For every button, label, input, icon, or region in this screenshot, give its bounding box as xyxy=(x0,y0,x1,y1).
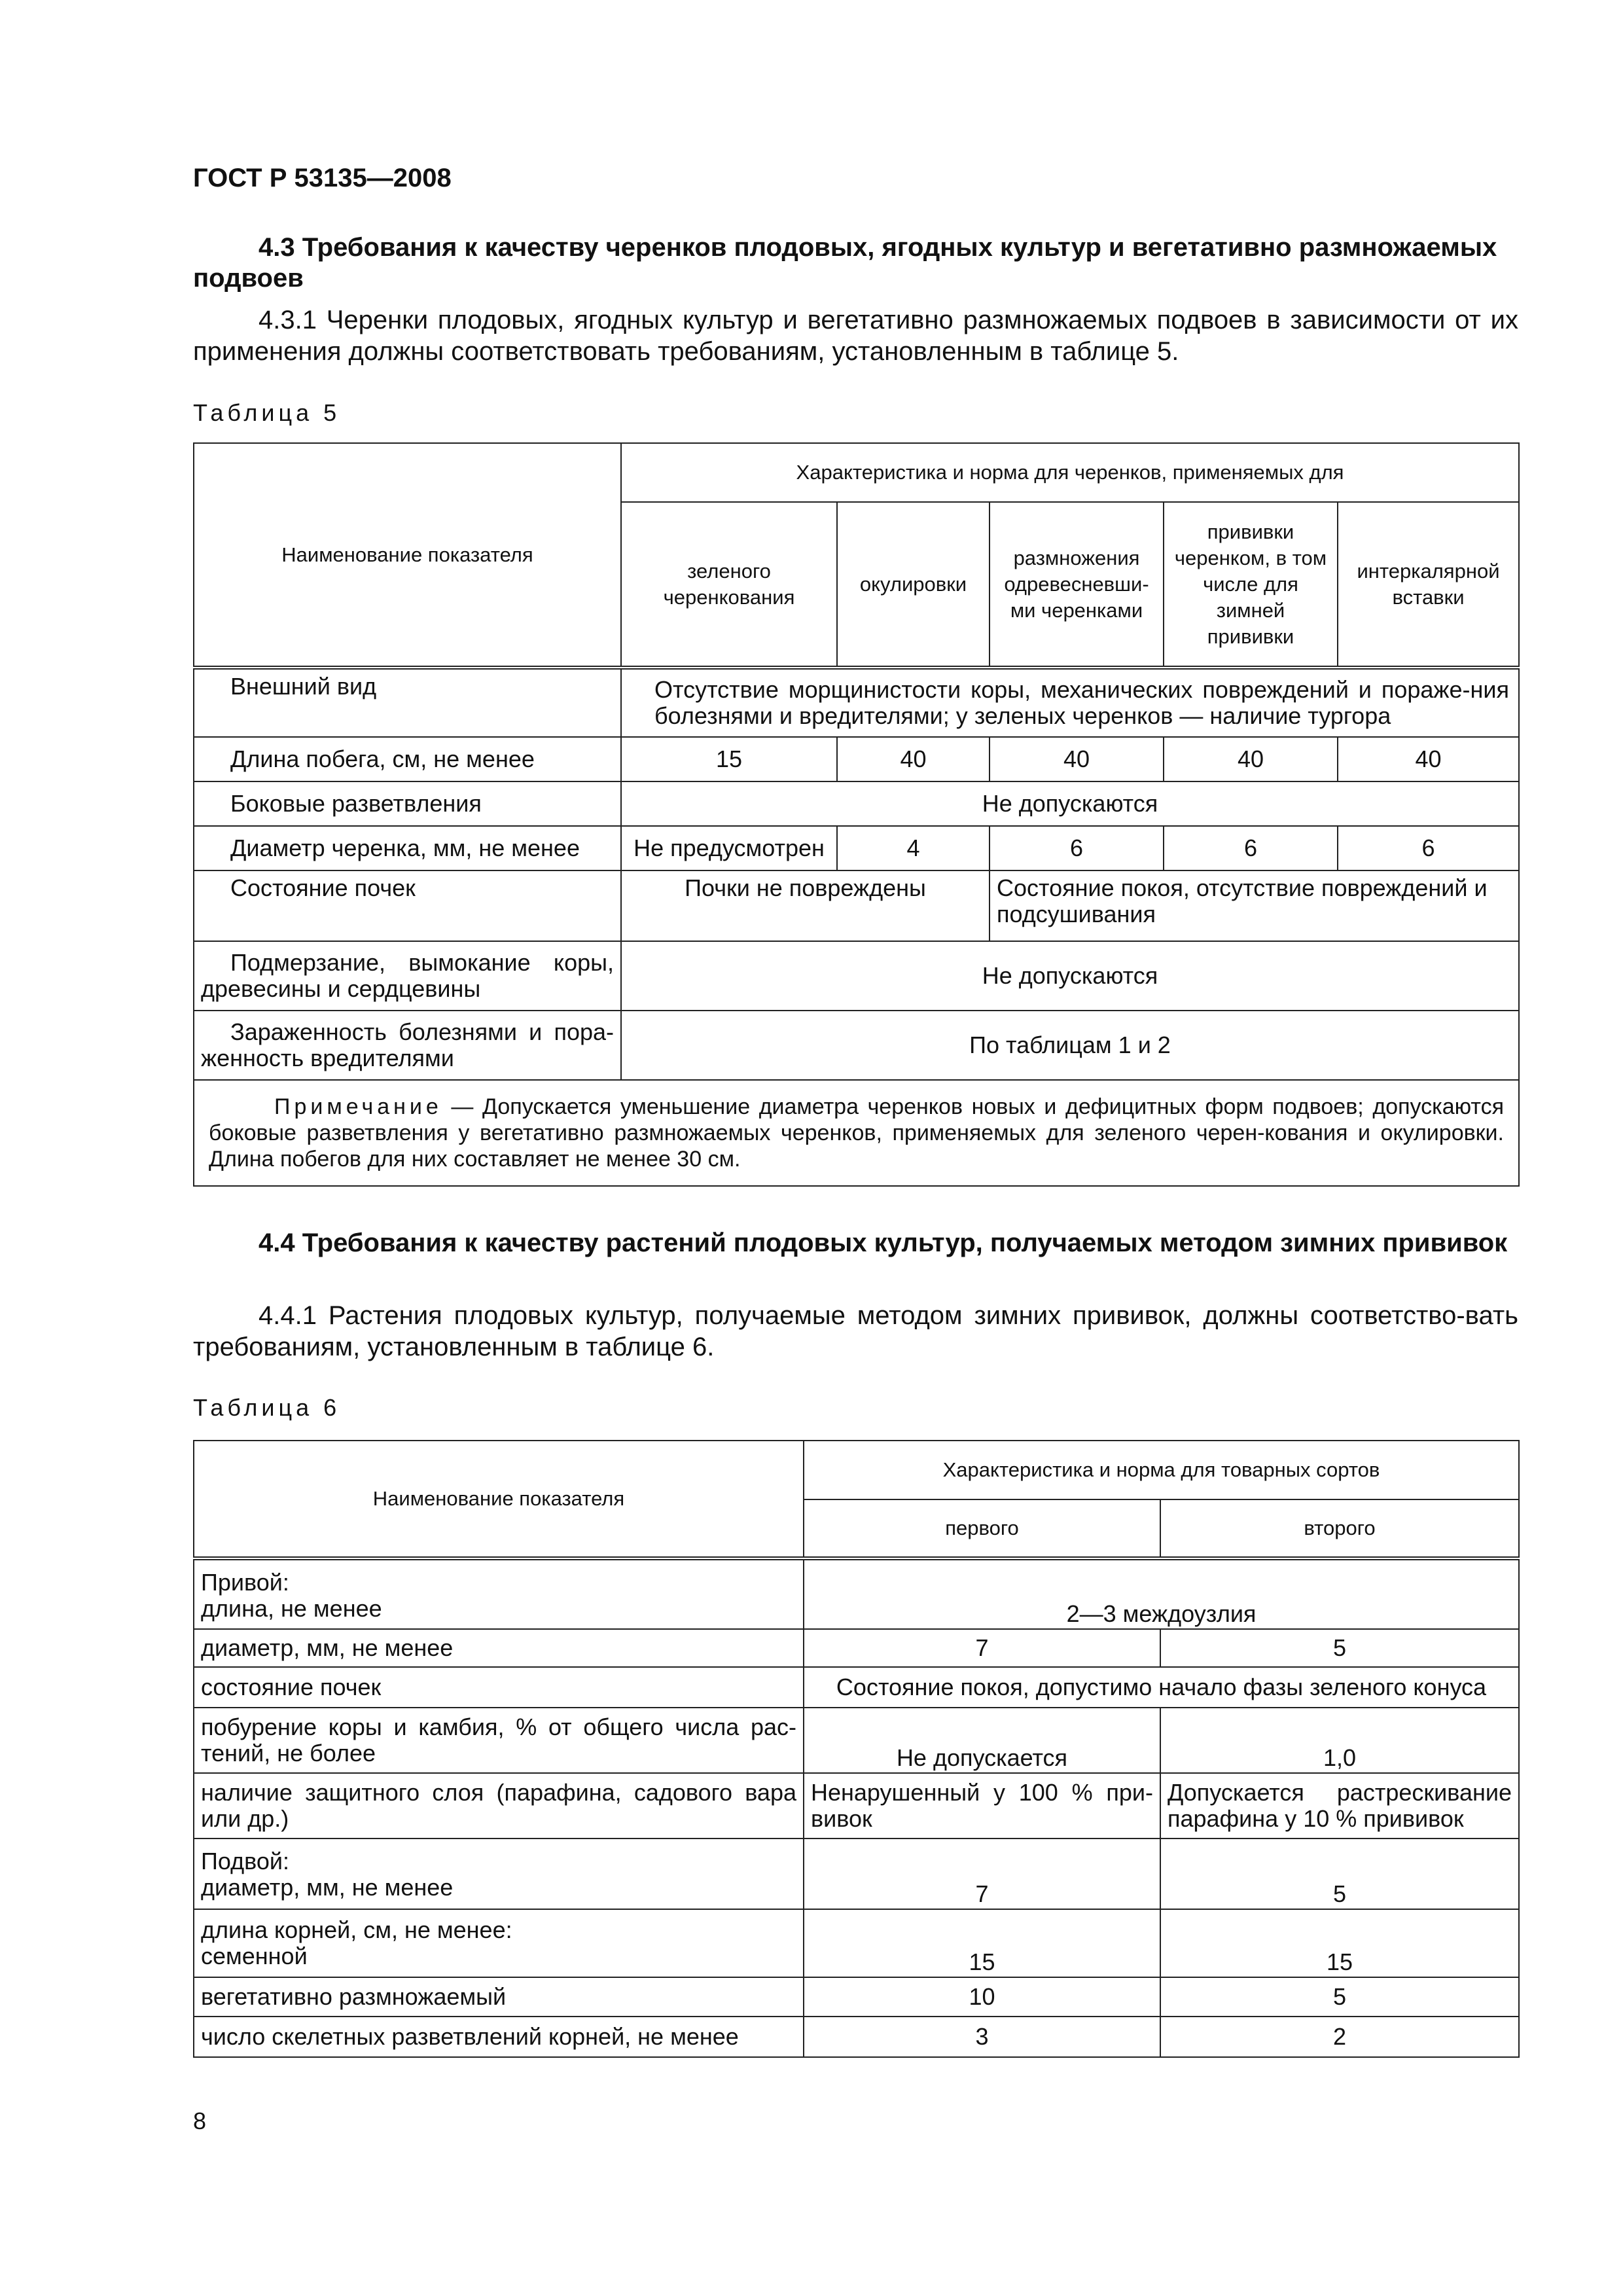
table6-vegetative-name: вегетативно размножаемый xyxy=(194,1977,804,2017)
table6-cell: 5 xyxy=(1160,1629,1519,1667)
table6-scion-layer-name: наличие защитного слоя (парафина, садового вара или др.) xyxy=(194,1773,804,1839)
section-4-3-1-paragraph: 4.3.1 Черенки плодовых, ягодных культур и вегетативно размножаемых подвоев в зависимости от их применения должны соответствовать требованиям, установленным в таблице 5. xyxy=(193,306,1518,366)
table5-cell: 40 xyxy=(1338,737,1519,781)
table6-col-first: первого xyxy=(804,1499,1160,1558)
table6-scion-length-value: 2—3 междоузлия xyxy=(804,1558,1519,1629)
table5-note-text: — Допускается уменьшение диаметра черенков новых и дефицитных форм подвоев; допускаются боковые разветвления у вегетативно размножаемых черенков, применяемых для зеленого черен-кования и окулировки. Длина побегов для них составляет не менее 30 см. xyxy=(209,1094,1504,1172)
table6-cell: 15 xyxy=(1160,1909,1519,1977)
table6-root-length-sub: семенной xyxy=(201,1943,308,1969)
table5-col-interstem: интеркалярной вставки xyxy=(1338,502,1519,668)
table5-row-frost-value: Не допускаются xyxy=(621,941,1519,1011)
table6-stock-label: Подвой: xyxy=(201,1848,289,1874)
table6-root-length-name xyxy=(194,1909,804,1977)
table5-head-group: Характеристика и норма для черенков, применяемых для xyxy=(621,443,1519,502)
table6-cell: 15 xyxy=(804,1909,1160,1977)
table6-root-length-text: длина корней, см, не менее: xyxy=(201,1916,512,1943)
table5-cell: 6 xyxy=(1338,826,1519,870)
table5-col-budding: окулировки xyxy=(837,502,990,668)
table6-cell: 5 xyxy=(1160,1977,1519,2017)
table6-cell: 7 xyxy=(804,1839,1160,1909)
table5-row-disease-value: По таблицам 1 и 2 xyxy=(621,1011,1519,1080)
table6-cell: 1,0 xyxy=(1160,1708,1519,1773)
table5 xyxy=(193,442,1520,1187)
table6-cell: Допускается растрескивание парафина у 10 % прививок xyxy=(1160,1773,1519,1839)
table5-col-green: зеленого черенкования xyxy=(621,502,837,668)
table6-cell: 2 xyxy=(1160,2017,1519,2057)
table5-cell: 4 xyxy=(837,826,990,870)
section-4-4-title: 4.4 Требования к качеству растений плодовых культур, получаемых методом зимних прививок xyxy=(259,1229,1508,1257)
table6-cell: Не допускается xyxy=(804,1708,1160,1773)
table5-row-diameter-name: Диаметр черенка, мм, не менее xyxy=(194,826,621,870)
table6-scion-browning-name: побурение коры и камбия, % от общего числа рас-тений, не более xyxy=(194,1708,804,1773)
section-4-4-1-paragraph: 4.4.1 Растения плодовых культур, получаемые методом зимних прививок, должны соответство-вать требованиям, установленным в таблице 6. xyxy=(193,1301,1518,1361)
table6-caption: Таблица 6 xyxy=(193,1394,341,1421)
table5-row-buds-value-a: Почки не повреждены xyxy=(621,870,990,941)
table6-scion-diameter-name: диаметр, мм, не менее xyxy=(194,1629,804,1667)
table6-scion-label: Привой: xyxy=(201,1569,289,1596)
page-number: 8 xyxy=(193,2108,207,2134)
document-code: ГОСТ Р 53135—2008 xyxy=(193,164,452,192)
table5-head-name: Наименование показателя xyxy=(194,443,621,668)
table5-caption: Таблица 5 xyxy=(193,399,341,426)
table5-col-graft: прививки черенком, в том числе для зимней прививки xyxy=(1164,502,1338,668)
table6-head-group: Характеристика и норма для товарных сортов xyxy=(804,1441,1519,1499)
table5-note-lead: Примечание xyxy=(274,1094,442,1119)
table5-row-frost-name: Подмерзание, вымокание коры, древесины и сердцевины xyxy=(194,941,621,1011)
table5-cell: 15 xyxy=(621,737,837,781)
table6-cell: 7 xyxy=(804,1629,1160,1667)
table6-scion-buds-name: состояние почек xyxy=(194,1667,804,1708)
table6 xyxy=(193,1440,1520,2058)
table6-cell: 10 xyxy=(804,1977,1160,2017)
table5-cell: 40 xyxy=(837,737,990,781)
section-4-3-title: 4.3 Требования к качеству черенков плодовых, ягодных культур и вегетативно размножаемых подвоев xyxy=(193,233,1497,293)
table5-row-shoot-length-name: Длина побега, см, не менее xyxy=(194,737,621,781)
table6-cell: 5 xyxy=(1160,1839,1519,1909)
table5-cell: Не предусмотрен xyxy=(621,826,837,870)
table6-scion-buds-value: Состояние покоя, допустимо начало фазы зеленого конуса xyxy=(804,1667,1519,1708)
table6-skeletal-name: число скелетных разветвлений корней, не менее xyxy=(194,2017,804,2057)
table5-row-disease-name: Зараженность болезнями и пора-женность вредителями xyxy=(194,1011,621,1080)
table5-row-buds-name: Состояние почек xyxy=(194,870,621,941)
table6-scion-length-text: длина, не менее xyxy=(201,1595,382,1622)
table5-col-hardwood: размножения одревесневши-ми черенками xyxy=(990,502,1164,668)
table5-row-branches-value: Не допускаются xyxy=(621,781,1519,826)
table6-stock-diameter-text: диаметр, мм, не менее xyxy=(201,1874,454,1901)
table5-cell: 40 xyxy=(990,737,1164,781)
table6-scion-length-name xyxy=(194,1558,804,1629)
table5-cell: 6 xyxy=(1164,826,1338,870)
table5-row-appearance-name: Внешний вид xyxy=(194,668,621,737)
table5-note xyxy=(194,1080,1519,1186)
table5-row-buds-value-b: Состояние покоя, отсутствие повреждений и подсушивания xyxy=(990,870,1519,941)
table6-cell: Ненарушенный у 100 % при-вивок xyxy=(804,1773,1160,1839)
table5-row-branches-name: Боковые разветвления xyxy=(194,781,621,826)
table5-cell: 6 xyxy=(990,826,1164,870)
table6-head-name: Наименование показателя xyxy=(194,1441,804,1558)
table5-row-appearance-value: Отсутствие морщинистости коры, механических повреждений и пораже-ния болезнями и вредителями; у зеленых черенков — наличие тургора xyxy=(621,668,1519,737)
table6-col-second: второго xyxy=(1160,1499,1519,1558)
table6-stock-diameter-name xyxy=(194,1839,804,1909)
table6-cell: 3 xyxy=(804,2017,1160,2057)
table5-cell: 40 xyxy=(1164,737,1338,781)
